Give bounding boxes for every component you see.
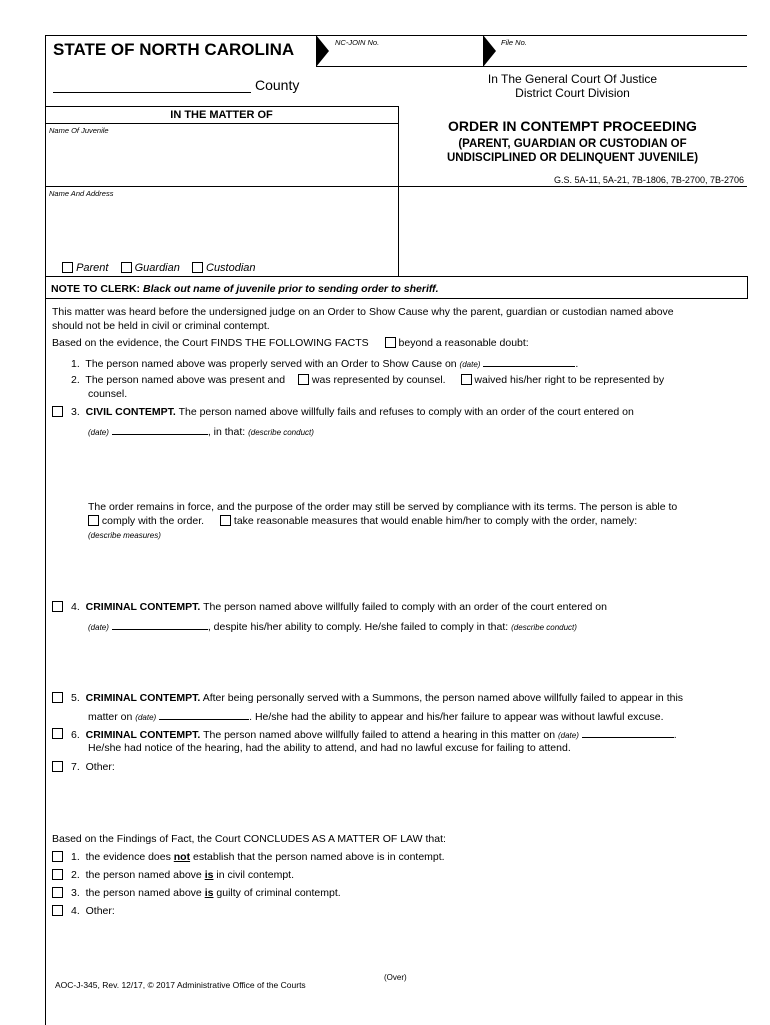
court-line1: In The General Court Of Justice [487, 72, 658, 86]
f6-text: The person named above willfully failed to attend a hearing in this matter on [203, 729, 556, 741]
county-label: County [255, 77, 300, 93]
note-top-rule [45, 276, 748, 277]
court-name [400, 72, 745, 100]
f3-num: 3. [71, 406, 80, 418]
ncjoin-box-left [316, 35, 317, 67]
header-top-rule [45, 35, 316, 36]
c4-text: Other: [85, 905, 115, 917]
f5-text: After being personally served with a Summons, the person named above willfully failed to appear in this [202, 692, 684, 704]
matter-right-rule [398, 106, 399, 276]
juvenile-name-label: Name Of Juvenile [49, 126, 109, 135]
file-label: File No. [501, 38, 527, 47]
custodian-label: Custodian [206, 262, 256, 274]
f5-cont: . He/she had the ability to appear and his/her failure to appear was without lawful excuse. [249, 711, 664, 723]
comply-checkbox[interactable] [88, 515, 99, 526]
represented-text: was represented by counsel. [311, 374, 446, 386]
f5-num: 5. [71, 692, 80, 704]
conclusion-3-checkbox[interactable] [52, 887, 63, 898]
comply-text: comply with the order. [101, 515, 205, 527]
statutes: G.S. 5A-11, 5A-21, 7B-1806, 7B-2700, 7B-2706 [554, 175, 744, 185]
c1-u: not [173, 851, 191, 863]
reasonable-measures-checkbox[interactable] [220, 515, 231, 526]
left-border [45, 35, 46, 1025]
f6-date-label: (date) [557, 731, 579, 740]
file-box-left [483, 35, 484, 67]
note-right-rule [747, 276, 748, 299]
f3-text: The person named above willfully fails and refuses to comply with an order of the court entered on [178, 406, 634, 418]
order-bottom-rule [398, 186, 747, 187]
f3-in-that: , in that: [207, 426, 246, 438]
parent-checkbox[interactable] [62, 262, 73, 273]
f5-date-line [88, 710, 664, 723]
f3-date-label: (date) [88, 428, 109, 437]
c2-b: in civil contempt. [216, 869, 295, 881]
f4-cont: , despite his/her ability to comply. He/she failed to comply in that: [207, 621, 509, 633]
other-finding-checkbox[interactable] [52, 761, 63, 772]
conclusions-intro: Based on the Findings of Fact, the Court CONCLUDES AS A MATTER OF LAW that: [52, 833, 446, 845]
state-title: STATE OF NORTH CAROLINA [53, 40, 295, 59]
f6-num: 6. [71, 729, 80, 741]
f5-matter: matter on [88, 711, 133, 723]
c3-u: is [204, 887, 214, 899]
parent-label: Parent [76, 262, 109, 274]
finding-4 [71, 601, 607, 613]
criminal-contempt-4-checkbox[interactable] [52, 601, 63, 612]
finding-7 [71, 761, 115, 773]
criminal-contempt-5-checkbox[interactable] [52, 692, 63, 703]
f4-describe-conduct: (describe conduct) [511, 623, 577, 632]
matter-title: IN THE MATTER OF [170, 109, 273, 121]
f7-num: 7. [71, 761, 80, 773]
waived-checkbox[interactable] [461, 374, 472, 385]
matter-top-rule [45, 106, 398, 107]
order-subtitle-line2: UNDISCIPLINED OR DELINQUENT JUVENILE) [446, 152, 699, 164]
conclusion-3 [71, 887, 341, 899]
f1-date-label: (date) [459, 360, 481, 369]
f1-date-field[interactable] [483, 357, 575, 367]
f2-num: 2. [71, 374, 80, 386]
address-label: Name And Address [49, 189, 114, 198]
describe-measures: (describe measures) [88, 531, 161, 540]
f6-date-field[interactable] [582, 728, 674, 738]
f3-date-line [88, 425, 314, 438]
finding-1: 1. The person named above was properly served with an Order to Show Cause on (date) . [71, 358, 579, 370]
arrow-icon [483, 35, 496, 67]
finds-text: Based on the evidence, the Court FINDS THE FOLLOWING FACTS [52, 337, 369, 349]
c1-num: 1. [71, 851, 80, 863]
f4-date-label: (date) [88, 623, 109, 632]
court-line2: District Court Division [515, 86, 630, 100]
f5-date-label: (date) [135, 713, 157, 722]
civil-contempt-checkbox[interactable] [52, 406, 63, 417]
reasonable-measures-text: take reasonable measures that would enable him/her to comply with the order, namely: [233, 515, 638, 527]
note-bottom-rule [45, 298, 748, 299]
f4-num: 4. [71, 601, 80, 613]
f7-text: Other: [85, 761, 115, 773]
c1-a: the evidence does [85, 851, 171, 863]
c1-b: establish that the person named above is in contempt. [193, 851, 445, 863]
f6-cont: He/she had notice of the hearing, had the ability to attend, and had no lawful excuse for failing to attend. [88, 742, 571, 754]
f3-date-field[interactable] [112, 425, 208, 435]
ncjoin-box-bottom [316, 66, 747, 67]
form-number: AOC-J-345, Rev. 12/17, © 2017 Administrative Office of the Courts [55, 980, 306, 990]
role-options [62, 262, 256, 274]
conclusion-2 [71, 869, 294, 881]
conclusion-4-checkbox[interactable] [52, 905, 63, 916]
f5-bold: CRIMINAL CONTEMPT. [85, 692, 201, 704]
conclusion-2-checkbox[interactable] [52, 869, 63, 880]
c2-u: is [204, 869, 214, 881]
intro-line1: This matter was heard before the undersigned judge on an Order to Show Cause why the parent, guardian or custodian named above [52, 306, 674, 318]
f1-num: 1. [71, 358, 80, 370]
conclusion-1-checkbox[interactable] [52, 851, 63, 862]
conclusion-4 [71, 905, 115, 917]
f5-date-field[interactable] [159, 710, 249, 720]
criminal-contempt-6-checkbox[interactable] [52, 728, 63, 739]
c2-a: the person named above [85, 869, 202, 881]
matter-title-rule [45, 123, 398, 124]
over-label: (Over) [384, 973, 407, 982]
f4-bold: CRIMINAL CONTEMPT. [85, 601, 201, 613]
order-subtitle-line1: (PARENT, GUARDIAN OR CUSTODIAN OF [458, 138, 687, 150]
intro-line2: should not be held in civil or criminal contempt. [52, 320, 270, 332]
note-prefix: NOTE TO CLERK: [51, 283, 141, 295]
guardian-checkbox[interactable] [121, 262, 132, 273]
f1-text: The person named above was properly served with an Order to Show Cause on [85, 358, 457, 370]
f2-text: The person named above was present and [85, 374, 286, 386]
ncjoin-box-top [316, 35, 747, 36]
reasonable-doubt-checkbox[interactable] [385, 337, 396, 348]
f4-date-line [88, 620, 577, 633]
c3-b: guilty of criminal contempt. [216, 887, 341, 899]
county-line[interactable] [53, 92, 251, 93]
f2-cont: counsel. [88, 388, 128, 400]
c3-num: 3. [71, 887, 80, 899]
waived-text: waived his/her right to be represented by [474, 374, 665, 386]
f4-text: The person named above willfully failed to comply with an order of the court entered on [203, 601, 607, 613]
conclusion-1 [71, 851, 445, 863]
custodian-checkbox[interactable] [192, 262, 203, 273]
note-text: Black out name of juvenile prior to sending order to sheriff. [142, 283, 439, 295]
ncjoin-label: NC-JOIN No. [335, 38, 380, 47]
c3-a: the person named above [85, 887, 202, 899]
c4-num: 4. [71, 905, 80, 917]
remains-line1: The order remains in force, and the purpose of the order may still be served by compliance with its terms. The person is able to [88, 501, 678, 513]
order-title: ORDER IN CONTEMPT PROCEEDING [448, 118, 697, 134]
juvenile-name-rule [45, 186, 398, 187]
remains-line2 [88, 515, 637, 527]
c2-num: 2. [71, 869, 80, 881]
order-subtitle [400, 137, 745, 165]
guardian-label: Guardian [134, 262, 180, 274]
finds-line [52, 337, 529, 349]
finding-2 [71, 374, 664, 386]
note-to-clerk [51, 283, 439, 295]
represented-checkbox[interactable] [298, 374, 309, 385]
f6-bold: CRIMINAL CONTEMPT. [85, 729, 201, 741]
f3-bold: CIVIL CONTEMPT. [85, 406, 176, 418]
reasonable-text: beyond a reasonable doubt: [398, 337, 529, 349]
finding-5 [71, 692, 683, 704]
f4-date-field[interactable] [112, 620, 208, 630]
finding-6: 6. CRIMINAL CONTEMPT. The person named above willfully failed to attend a hearing in this matter on (date) . [71, 729, 677, 741]
f3-describe-conduct: (describe conduct) [248, 428, 314, 437]
arrow-icon [316, 35, 329, 67]
finding-3 [71, 406, 634, 418]
intro [52, 305, 742, 333]
